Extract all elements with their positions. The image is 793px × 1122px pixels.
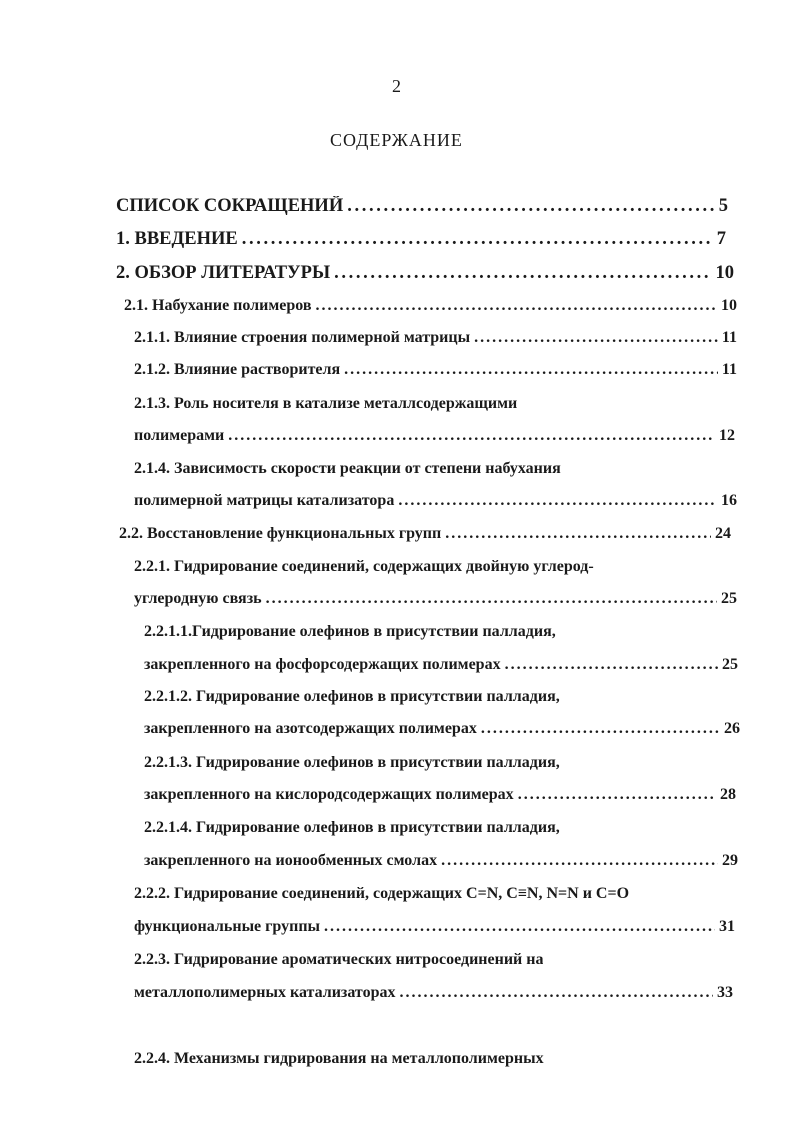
toc-leader-dots — [518, 786, 716, 804]
toc-entry — [134, 329, 737, 347]
toc-entry — [144, 852, 738, 870]
toc-entry — [134, 395, 517, 413]
toc-leader-dots — [266, 590, 717, 608]
toc-entry — [134, 951, 543, 969]
toc-entry-text: 2.1.2. Влияние растворителя — [134, 361, 341, 378]
toc-entry — [144, 623, 556, 641]
toc-entry — [144, 819, 560, 837]
page-number: 2 — [392, 76, 401, 96]
toc-leader-dots — [399, 984, 713, 1002]
toc-entry-text: СПИСОК СОКРАЩЕНИЙ — [116, 196, 344, 216]
toc-entry — [116, 263, 734, 284]
toc-entry-text: углеродную связь — [134, 590, 262, 607]
toc-entry-text: 2.1.3. Роль носителя в катализе металлсодержащими — [134, 395, 518, 412]
toc-entry-text: 2.2.1. Гидрирование соединений, содержащих двойную углерод- — [134, 558, 594, 575]
toc-entry — [134, 984, 733, 1002]
toc-entry — [134, 885, 629, 903]
toc-entry-page: 26 — [724, 720, 740, 737]
toc-entry-text: 2.2.4. Механизмы гидрирования на металлополимерных — [134, 1050, 544, 1067]
toc-entry-page: 10 — [715, 263, 734, 283]
toc-entry-text: 2.2.2. Гидрирование соединений, содержащих C=N, C≡N, N=N и C=O — [134, 885, 630, 902]
toc-entry-text: 2.2.1.3. Гидрирование олефинов в присутствии палладия, — [144, 754, 560, 771]
toc-entry-text: 2.1.4. Зависимость скорости реакции от степени набухания — [134, 460, 561, 477]
toc-entry — [134, 460, 561, 478]
toc-entry-text: металлополимерных катализаторах — [134, 984, 396, 1001]
toc-entry — [124, 297, 737, 315]
toc-leader-dots — [334, 263, 711, 284]
toc-entry-text: закрепленного на азотсодержащих полимерах — [144, 720, 477, 737]
toc-entry-page: 10 — [721, 297, 737, 314]
toc-entry-text: 2.2.1.1.Гидрирование олефинов в присутствии палладия, — [144, 623, 556, 640]
toc-entry — [134, 427, 735, 445]
toc-entry-text: полимерами — [134, 427, 225, 444]
toc-entry — [134, 1050, 544, 1068]
toc-entry — [134, 361, 737, 379]
toc-leader-dots — [324, 918, 715, 936]
toc-entry-page: 28 — [720, 786, 736, 803]
toc-entry-text: закрепленного на ионообменных смолах — [144, 852, 438, 869]
toc-leader-dots — [474, 329, 718, 347]
toc-entry-page: 12 — [719, 427, 735, 444]
toc-leader-dots — [398, 492, 717, 510]
toc-entry-page: 7 — [716, 229, 726, 249]
toc-entry-text: 1. ВВЕДЕНИЕ — [116, 229, 238, 249]
toc-entry-page: 29 — [722, 852, 738, 869]
toc-entry-text: 2.1.1. Влияние строения полимерной матрицы — [134, 329, 471, 346]
toc-title: СОДЕРЖАНИЕ — [330, 130, 463, 150]
toc-entry-text: полимерной матрицы катализатора — [134, 492, 395, 509]
toc-entry-text: 2.2.3. Гидрирование ароматических нитросоединений на — [134, 951, 544, 968]
toc-entry — [134, 590, 737, 608]
toc-entry-text: 2.2.1.2. Гидрирование олефинов в присутствии палладия, — [144, 688, 560, 705]
toc-entry-page: 5 — [718, 196, 728, 216]
toc-entry-page: 24 — [715, 525, 731, 542]
toc-leader-dots — [347, 196, 715, 217]
toc-entry-page: 11 — [721, 329, 737, 346]
toc-entry-text: закрепленного на фосфорсодержащих полимерах — [144, 656, 501, 673]
toc-leader-dots — [344, 361, 718, 379]
toc-entry — [134, 492, 737, 510]
toc-entry-page: 11 — [721, 361, 737, 378]
toc-entry-page: 25 — [722, 656, 738, 673]
toc-entry — [134, 558, 594, 576]
toc-entry — [144, 656, 738, 674]
toc-leader-dots — [481, 720, 720, 738]
toc-entry-text: 2.2.1.4. Гидрирование олефинов в присутствии палладия, — [144, 819, 560, 836]
toc-leader-dots — [316, 297, 717, 315]
toc-leader-dots — [242, 229, 713, 250]
toc-entry-text: 2.2. Восстановление функциональных групп — [119, 525, 442, 542]
toc-leader-dots — [505, 656, 718, 674]
toc-entry-page: 31 — [719, 918, 735, 935]
toc-entry-page: 25 — [721, 590, 737, 607]
toc-entry — [119, 525, 731, 543]
toc-entry — [116, 196, 728, 217]
toc-entry — [144, 720, 740, 738]
toc-entry — [144, 754, 560, 772]
toc-entry-page: 16 — [721, 492, 737, 509]
toc-entry — [144, 786, 736, 804]
toc-entry-text: 2.1. Набухание полимеров — [124, 297, 312, 314]
toc-entry-page: 33 — [717, 984, 733, 1001]
toc-leader-dots — [441, 852, 718, 870]
toc-leader-dots — [445, 525, 711, 543]
toc-entry-text: 2. ОБЗОР ЛИТЕРАТУРЫ — [116, 263, 331, 283]
toc-leader-dots — [228, 427, 715, 445]
toc-entry — [134, 918, 735, 936]
toc-entry — [116, 229, 726, 250]
toc-entry-text: функциональные группы — [134, 918, 321, 935]
toc-entry-text: закрепленного на кислородсодержащих полимерах — [144, 786, 514, 803]
toc-entry — [144, 688, 560, 706]
